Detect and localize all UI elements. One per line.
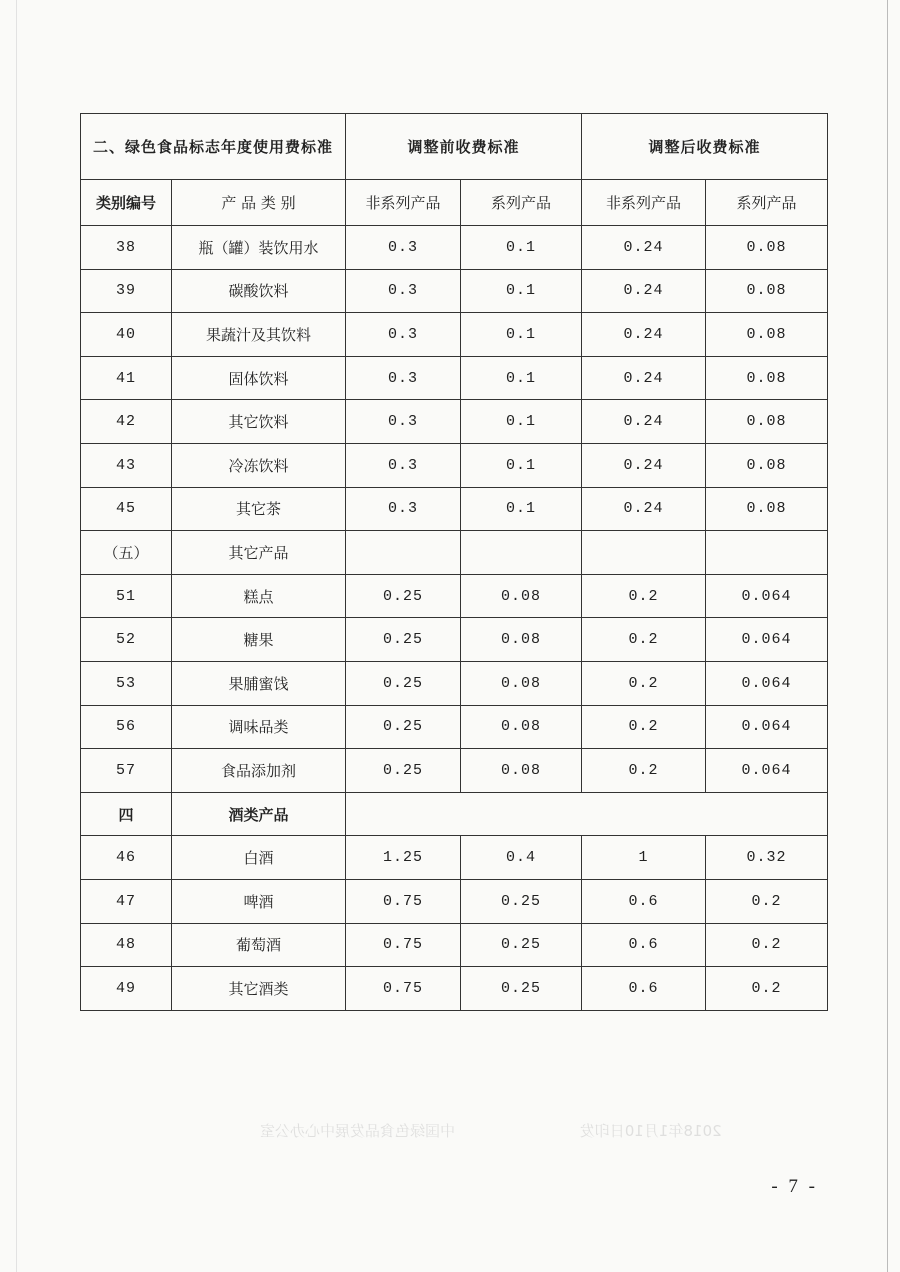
table-row	[81, 313, 828, 357]
table-row	[81, 269, 828, 313]
before-nonseries-fee: 0.75	[346, 879, 461, 923]
before-nonseries-fee: 0.3	[346, 313, 461, 357]
category-code: 51	[81, 574, 172, 618]
before-series-fee: 0.08	[461, 705, 582, 749]
before-adjust-header: 调整前收费标准	[346, 114, 582, 180]
before-series-fee: 0.1	[461, 443, 582, 487]
after-nonseries-fee: 1	[582, 836, 706, 880]
after-nonseries-fee: 0.24	[582, 356, 706, 400]
empty-cell	[582, 531, 706, 575]
after-nonseries-fee: 0.6	[582, 967, 706, 1011]
category-code: 56	[81, 705, 172, 749]
category-code: 57	[81, 749, 172, 793]
category-code: 41	[81, 356, 172, 400]
after-nonseries-fee: 0.2	[582, 618, 706, 662]
before-series-fee: 0.1	[461, 400, 582, 444]
table-row	[81, 661, 828, 705]
category-code: 53	[81, 661, 172, 705]
before-nonseries-fee: 0.3	[346, 226, 461, 270]
empty-cell	[461, 531, 582, 575]
before-nonseries-fee: 0.25	[346, 749, 461, 793]
after-nonseries-fee: 0.2	[582, 705, 706, 749]
category-name: 白酒	[172, 836, 346, 880]
table-row	[81, 443, 828, 487]
before-nonseries-fee: 0.25	[346, 661, 461, 705]
table-row	[81, 400, 828, 444]
table-header-row-1	[81, 114, 828, 180]
before-nonseries-fee: 0.75	[346, 967, 461, 1011]
category-code: 48	[81, 923, 172, 967]
category-name: 糕点	[172, 574, 346, 618]
before-nonseries-fee: 0.3	[346, 443, 461, 487]
before-series-fee: 0.4	[461, 836, 582, 880]
after-nonseries-fee: 0.24	[582, 226, 706, 270]
table-row	[81, 226, 828, 270]
fee-standard-table	[80, 113, 828, 1011]
after-series-fee: 0.08	[706, 313, 828, 357]
after-nonseries-fee: 0.24	[582, 313, 706, 357]
section-title: 二、绿色食品标志年度使用费标准	[81, 114, 346, 180]
after-nonseries-fee: 0.24	[582, 269, 706, 313]
before-nonseries-fee: 0.3	[346, 356, 461, 400]
before-nonseries-fee: 0.25	[346, 618, 461, 662]
bleed-through-left: 中国绿色食品发展中心办公室	[260, 1122, 456, 1140]
before-nonseries-fee: 0.3	[346, 400, 461, 444]
category-name: 碳酸饮料	[172, 269, 346, 313]
after-series-fee: 0.064	[706, 618, 828, 662]
table-row	[81, 836, 828, 880]
after-nonseries-fee: 0.6	[582, 879, 706, 923]
after-series-fee: 0.08	[706, 269, 828, 313]
category-name: 果脯蜜饯	[172, 661, 346, 705]
category-code: 46	[81, 836, 172, 880]
category-name: 其它饮料	[172, 400, 346, 444]
before-series-fee: 0.25	[461, 879, 582, 923]
col-before-nonseries-header: 非系列产品	[346, 180, 461, 226]
after-series-fee: 0.32	[706, 836, 828, 880]
after-series-fee: 0.08	[706, 226, 828, 270]
category-name: 葡萄酒	[172, 923, 346, 967]
category-name: 瓶（罐）装饮用水	[172, 226, 346, 270]
col-code-header: 类别编号	[81, 180, 172, 226]
section-four-code: 四	[81, 792, 172, 836]
after-series-fee: 0.064	[706, 749, 828, 793]
after-series-fee: 0.2	[706, 923, 828, 967]
table-row	[81, 487, 828, 531]
before-nonseries-fee: 0.25	[346, 705, 461, 749]
col-category-header: 产 品 类 别	[172, 180, 346, 226]
before-series-fee: 0.08	[461, 618, 582, 662]
before-series-fee: 0.08	[461, 749, 582, 793]
after-nonseries-fee: 0.24	[582, 400, 706, 444]
after-nonseries-fee: 0.2	[582, 574, 706, 618]
before-series-fee: 0.1	[461, 313, 582, 357]
category-code: 43	[81, 443, 172, 487]
table-row	[81, 705, 828, 749]
before-nonseries-fee: 0.3	[346, 487, 461, 531]
empty-cell	[346, 792, 828, 836]
col-before-series-header: 系列产品	[461, 180, 582, 226]
category-code: 38	[81, 226, 172, 270]
table-row	[81, 618, 828, 662]
table-row	[81, 967, 828, 1011]
subsection-row	[81, 531, 828, 575]
scan-edge-right	[887, 0, 888, 1272]
before-series-fee: 0.1	[461, 487, 582, 531]
before-series-fee: 0.25	[461, 923, 582, 967]
category-code: 40	[81, 313, 172, 357]
before-nonseries-fee: 1.25	[346, 836, 461, 880]
category-name: 果蔬汁及其饮料	[172, 313, 346, 357]
category-name: 食品添加剂	[172, 749, 346, 793]
before-nonseries-fee: 0.25	[346, 574, 461, 618]
empty-cell	[706, 531, 828, 575]
after-nonseries-fee: 0.2	[582, 661, 706, 705]
before-series-fee: 0.25	[461, 967, 582, 1011]
table-row	[81, 356, 828, 400]
category-name: 其它酒类	[172, 967, 346, 1011]
category-name: 固体饮料	[172, 356, 346, 400]
category-name: 糖果	[172, 618, 346, 662]
after-series-fee: 0.064	[706, 574, 828, 618]
after-series-fee: 0.08	[706, 487, 828, 531]
after-series-fee: 0.2	[706, 967, 828, 1011]
empty-cell	[346, 531, 461, 575]
after-series-fee: 0.08	[706, 443, 828, 487]
after-nonseries-fee: 0.6	[582, 923, 706, 967]
after-series-fee: 0.064	[706, 661, 828, 705]
after-nonseries-fee: 0.24	[582, 487, 706, 531]
table-row	[81, 574, 828, 618]
category-code: 42	[81, 400, 172, 444]
category-code: 49	[81, 967, 172, 1011]
before-series-fee: 0.1	[461, 356, 582, 400]
col-after-series-header: 系列产品	[706, 180, 828, 226]
category-code: 45	[81, 487, 172, 531]
subsection-code: （五）	[81, 531, 172, 575]
after-series-fee: 0.064	[706, 705, 828, 749]
after-series-fee: 0.08	[706, 356, 828, 400]
section-four-name: 酒类产品	[172, 792, 346, 836]
before-series-fee: 0.1	[461, 226, 582, 270]
bleed-through-right: 2018年1月10日印发	[579, 1122, 722, 1140]
category-code: 47	[81, 879, 172, 923]
category-code: 39	[81, 269, 172, 313]
page-number: - 7 -	[771, 1176, 818, 1197]
before-series-fee: 0.08	[461, 574, 582, 618]
after-adjust-header: 调整后收费标准	[582, 114, 828, 180]
before-series-fee: 0.08	[461, 661, 582, 705]
after-series-fee: 0.2	[706, 879, 828, 923]
section-four-row	[81, 792, 828, 836]
table-row	[81, 749, 828, 793]
category-name: 冷冻饮料	[172, 443, 346, 487]
after-nonseries-fee: 0.2	[582, 749, 706, 793]
subsection-name: 其它产品	[172, 531, 346, 575]
scan-edge-left	[16, 0, 17, 1272]
category-name: 其它茶	[172, 487, 346, 531]
after-nonseries-fee: 0.24	[582, 443, 706, 487]
col-after-nonseries-header: 非系列产品	[582, 180, 706, 226]
table-row	[81, 879, 828, 923]
before-nonseries-fee: 0.75	[346, 923, 461, 967]
table-header-row-2	[81, 180, 828, 226]
after-series-fee: 0.08	[706, 400, 828, 444]
category-name: 啤酒	[172, 879, 346, 923]
before-series-fee: 0.1	[461, 269, 582, 313]
bleed-through-text	[140, 1120, 722, 1141]
category-code: 52	[81, 618, 172, 662]
table-row	[81, 923, 828, 967]
category-name: 调味品类	[172, 705, 346, 749]
before-nonseries-fee: 0.3	[346, 269, 461, 313]
